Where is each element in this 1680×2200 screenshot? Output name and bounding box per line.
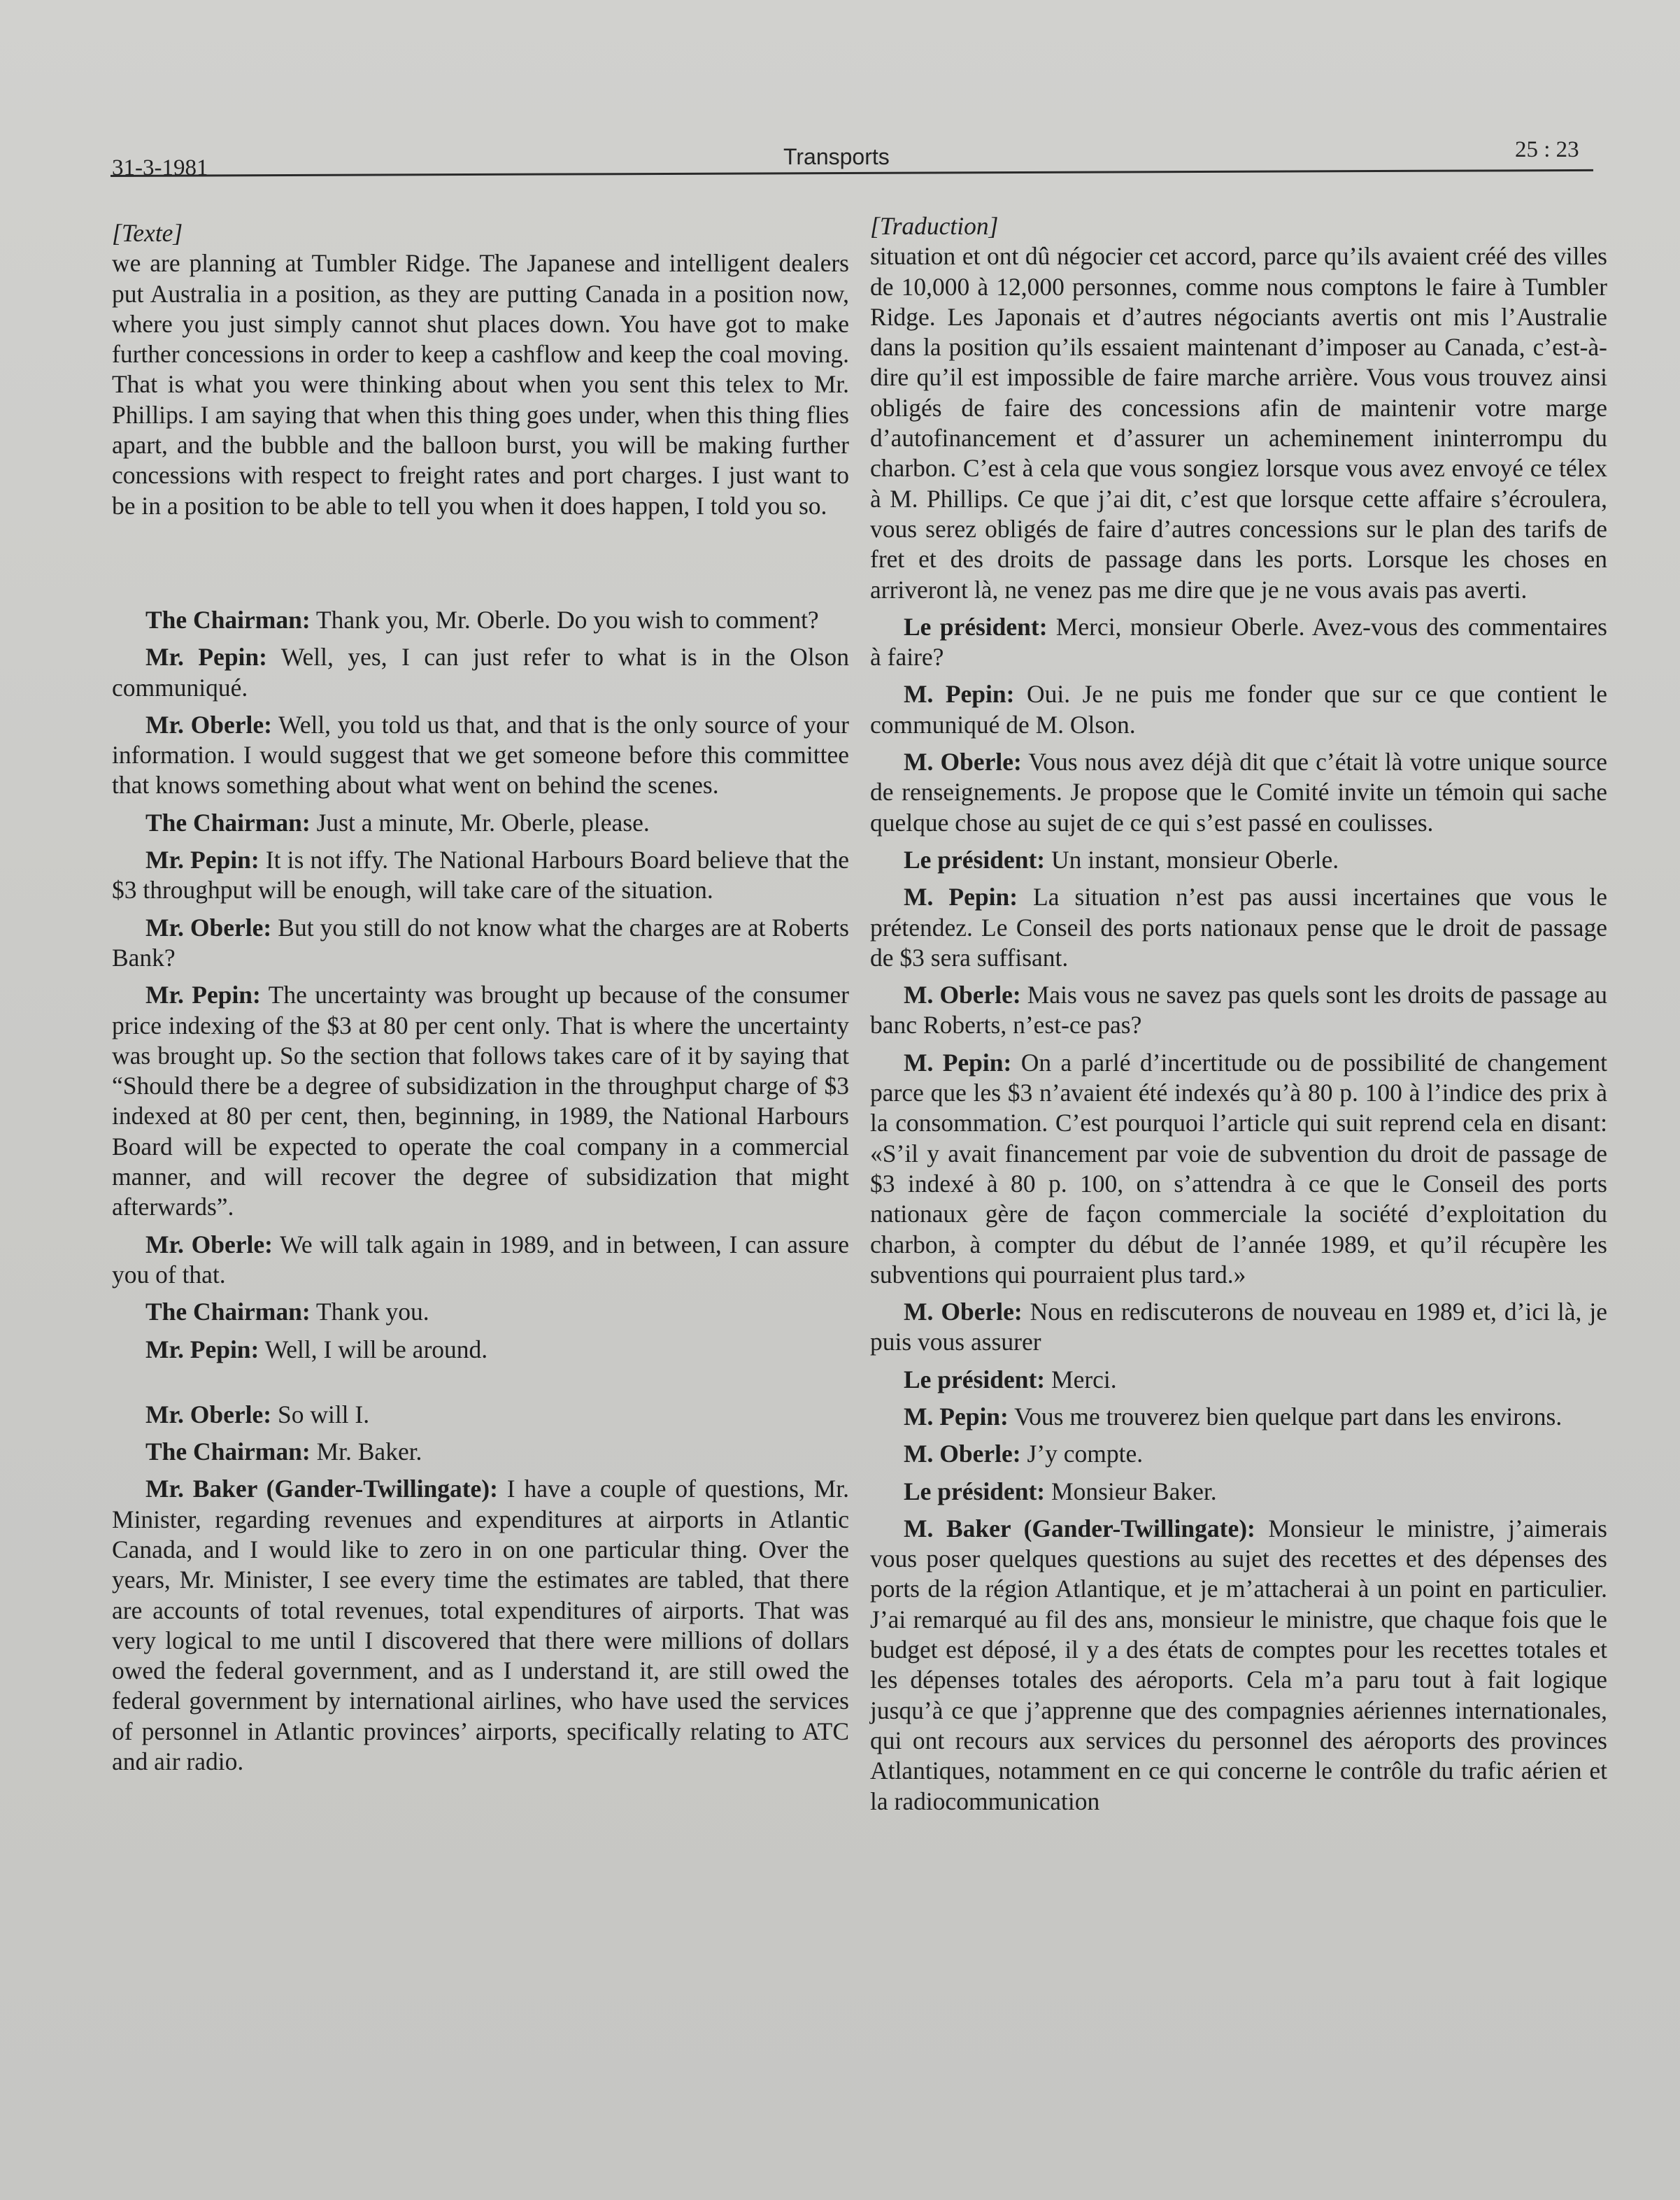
speech: So will I. bbox=[271, 1400, 370, 1428]
speech: Vous nous avez déjà dit que c’était là votre unique source de renseignements. Je propose que le Comité invite un témoin qui sache quelque chose au sujet de ce qui s’est passé en coulisses. bbox=[870, 748, 1607, 837]
paragraph bbox=[112, 808, 849, 838]
spacer bbox=[112, 1365, 849, 1393]
speech: Well, yes, I can just refer to what is in the Olson communiqué. bbox=[112, 643, 849, 702]
speaker: Mr. Pepin: bbox=[145, 846, 259, 874]
paragraph bbox=[112, 913, 849, 974]
speech: La situation n’est pas aussi incertaines que vous le prétendez. Le Conseil des ports nationaux pense que le droit de passage de $3 sera suffisant. bbox=[870, 883, 1607, 972]
speech: I have a couple of questions, Mr. Minister, regarding revenues and expenditures at airports in Atlantic Canada, and I would like to zero in on one particular thing. Over the years, Mr. Minister, I see every time the estimates are tabled, that there are accounts of total revenues, total expenditures of airports. That was very logical to me until I discovered that there were millions of dollars owed the federal government, and as I understand it, are still owed the federal government by international airlines, who have used the services of personnel in Atlantic provinces’ airports, specifically relating to ATC and air radio. bbox=[112, 1475, 849, 1776]
header-title: Transports bbox=[783, 144, 890, 169]
speaker: Le président: bbox=[904, 1365, 1046, 1393]
speech: Merci, monsieur Oberle. Avez-vous des commentaires à faire? bbox=[870, 612, 1607, 672]
paragraph bbox=[870, 882, 1607, 973]
paragraph bbox=[112, 1474, 849, 1777]
speaker: Mr. Pepin: bbox=[145, 981, 261, 1009]
speech: Nous en rediscuterons de nouveau en 1989 et, d’ici là, je puis vous assurer bbox=[870, 1298, 1607, 1356]
paragraph bbox=[870, 980, 1607, 1041]
speaker: M. Pepin: bbox=[904, 1402, 1009, 1431]
speaker: M. Pepin: bbox=[904, 680, 1015, 709]
speaker: The Chairman: bbox=[145, 605, 311, 634]
paragraph bbox=[112, 710, 849, 801]
speech: Just a minute, Mr. Oberle, please. bbox=[310, 808, 650, 837]
speech: It is not iffy. The National Harbours Board believe that the $3 throughput will be enough, will take care of the situation. bbox=[112, 846, 849, 904]
speaker: Mr. Oberle: bbox=[145, 913, 272, 942]
speaker: M. Baker (Gander-Twillingate): bbox=[904, 1514, 1255, 1542]
paragraph bbox=[870, 679, 1607, 740]
paragraph bbox=[870, 1365, 1607, 1395]
paragraph bbox=[870, 612, 1607, 673]
column-tag: [Texte] bbox=[112, 219, 183, 247]
french-column bbox=[870, 211, 1607, 1817]
speech: The uncertainty was brought up because of the consumer price indexing of the $3 at 80 per cent only. That is where the uncertainty was brought up. So the section that follows takes care of it by saying that “Should there be a degree of subsidization in the throughput charge of $3 indexed at 80 per cent, then, beginning, in 1989, the National Harbours Board will be expected to operate the coal company in a commercial manner, and will recover the degree of subsidization that might afterwards”. bbox=[112, 981, 850, 1221]
paragraph bbox=[870, 1514, 1607, 1817]
speaker: M. Oberle: bbox=[904, 981, 1021, 1009]
speech: We will talk again in 1989, and in between, I can assure you of that. bbox=[112, 1230, 849, 1289]
speaker: M. Pepin: bbox=[904, 883, 1018, 911]
paragraph bbox=[870, 845, 1607, 875]
speech: J’y compte. bbox=[1020, 1440, 1144, 1468]
paragraph bbox=[112, 1400, 849, 1430]
speech: Mais vous ne savez pas quels sont les droits de passage au banc Roberts, n’est-ce pas? bbox=[870, 981, 1607, 1039]
speech: Mr. Baker. bbox=[310, 1438, 422, 1466]
paragraph bbox=[870, 1402, 1607, 1432]
speaker: Mr. Pepin: bbox=[145, 643, 267, 672]
header-date: 31-3-1981 bbox=[112, 155, 208, 180]
paragraph bbox=[870, 1439, 1607, 1469]
paragraph bbox=[870, 1297, 1607, 1358]
paragraph bbox=[112, 1335, 849, 1365]
paragraph bbox=[870, 1477, 1607, 1507]
paragraph bbox=[112, 642, 849, 703]
speaker: Mr. Pepin: bbox=[145, 1335, 259, 1363]
speaker: Mr. Oberle: bbox=[145, 710, 272, 739]
speaker: Le président: bbox=[904, 1477, 1046, 1505]
speaker: M. Oberle: bbox=[904, 1440, 1021, 1468]
spacer bbox=[112, 521, 849, 605]
speech: Well, you told us that, and that is the only source of your information. I would suggest that we get someone before this committee that knows something about what went on behind the scenes. bbox=[112, 710, 849, 800]
paragraph: situation et ont dû négocier cet accord, parce qu’ils avaient créé des villes de 10,000 à 12,000 personnes, comme nous comptons le faire à Tumbler Ridge. Les Japonais et d’autres négociants avertis ont mis l’Australie dans la position qu’ils essaient maintenant d’imposer au Canada, c’est-à-dire qu’il est impossible de faire marche arrière. Vous vous trouvez ainsi obligés de faire des concessions afin de maintenir votre marge d’autofinancement et d’assurer un acheminement ininterrompu du charbon. C’est à cela que vous songiez lorsque vous avez envoyé ce télex à M. Phillips. Ce que j’ai dit, c’est que lorsque cette affaire s’écroulera, vous serez obligés de faire d’autres concessions sur le plan des tarifs de fret et des droits de passage dans les ports. Lorsque les choses en arriveront là, ne venez pas me dire que je ne vous avais pas averti. bbox=[870, 242, 1607, 604]
speech: Thank you, Mr. Oberle. Do you wish to comment? bbox=[310, 605, 819, 634]
paragraph: we are planning at Tumbler Ridge. The Japanese and intelligent dealers put Australia in a position, as they are putting Canada in a position now, where you just simply cannot shut places down. You have got to make further concessions in order to keep a cashflow and keep the coal moving. That is what you were thinking about when you sent this telex to Mr. Phillips. I am saying that when this thing goes under, when this thing flies apart, and the bubble and the balloon burst, you will be making further concessions with respect to freight rates and port charges. I just want to be in a position to be able to tell you when it does happen, I told you so. bbox=[112, 249, 849, 520]
speech: Thank you. bbox=[310, 1298, 429, 1326]
speaker: Mr. Oberle: bbox=[145, 1230, 273, 1258]
paragraph bbox=[112, 845, 849, 906]
speaker: M. Oberle: bbox=[904, 1298, 1023, 1326]
paragraph bbox=[112, 1437, 849, 1467]
speech: Oui. Je ne puis me fonder que sur ce que contient le communiqué de M. Olson. bbox=[870, 680, 1607, 739]
speech: Un instant, monsieur Oberle. bbox=[1045, 845, 1339, 874]
speech: But you still do not know what the charges are at Roberts Bank? bbox=[112, 913, 849, 972]
speaker: M. Pepin: bbox=[904, 1048, 1012, 1077]
speaker: Mr. Oberle: bbox=[145, 1400, 272, 1428]
paragraph bbox=[112, 605, 849, 635]
speech: On a parlé d’incertitude ou de possibilité de changement parce que les $3 n’avaient été indexés qu’à 80 p. 100 à l’indice des prix à la consommation. C’est pourquoi l’article qui suit reprend cela en disant: «S’il y avait financement par voie de subvention du droit de passage de $3 indexé à 80 p. 100, on s’attendra à ce que le Conseil des ports nationaux gère de façon commerciale la société d’exploitation du charbon, à compter du début de l’année 1989, et qu’il récupère les subventions qui pourraient plus tard.» bbox=[870, 1048, 1607, 1289]
speech: Well, I will be around. bbox=[259, 1335, 488, 1363]
header-page-number: 25 : 23 bbox=[1515, 137, 1579, 162]
speaker: Le président: bbox=[904, 845, 1046, 874]
speech: Merci. bbox=[1045, 1365, 1117, 1393]
speaker: Le président: bbox=[904, 612, 1048, 641]
speech: Vous me trouverez bien quelque part dans les environs. bbox=[1008, 1402, 1562, 1431]
paragraph bbox=[112, 1230, 849, 1291]
speaker: Mr. Baker (Gander-Twillingate): bbox=[145, 1475, 498, 1503]
paragraph bbox=[870, 1048, 1607, 1290]
speaker: The Chairman: bbox=[145, 808, 311, 837]
paragraph bbox=[112, 1297, 849, 1327]
paragraph bbox=[870, 747, 1607, 838]
column-tag: [Traduction] bbox=[870, 212, 999, 240]
english-column bbox=[112, 218, 849, 1777]
header-rule bbox=[111, 169, 1593, 177]
speech: Monsieur Baker. bbox=[1045, 1477, 1217, 1505]
speaker: The Chairman: bbox=[145, 1298, 311, 1326]
speaker: The Chairman: bbox=[145, 1438, 311, 1466]
speech: Monsieur le ministre, j’aimerais vous poser quelques questions au sujet des recettes et des dépenses des ports de la région Atlantique, et je m’attacherai à un point en particulier. J’ai remarqué au fil des ans, monsieur le ministre, que chaque fois que le budget est déposé, il y a des états de comptes pour les recettes totales et les dépenses totales des aéroports. Cela m’a paru tout à fait logique jusqu’à ce que j’apprenne que des compagnies aériennes internationales, qui ont recours aux services du personnel des aéroports des provinces Atlantiques, notamment en ce qui concerne le contrôle du trafic aérien et la radiocommunication bbox=[870, 1514, 1607, 1815]
speaker: M. Oberle: bbox=[904, 748, 1022, 776]
paragraph bbox=[112, 980, 849, 1222]
